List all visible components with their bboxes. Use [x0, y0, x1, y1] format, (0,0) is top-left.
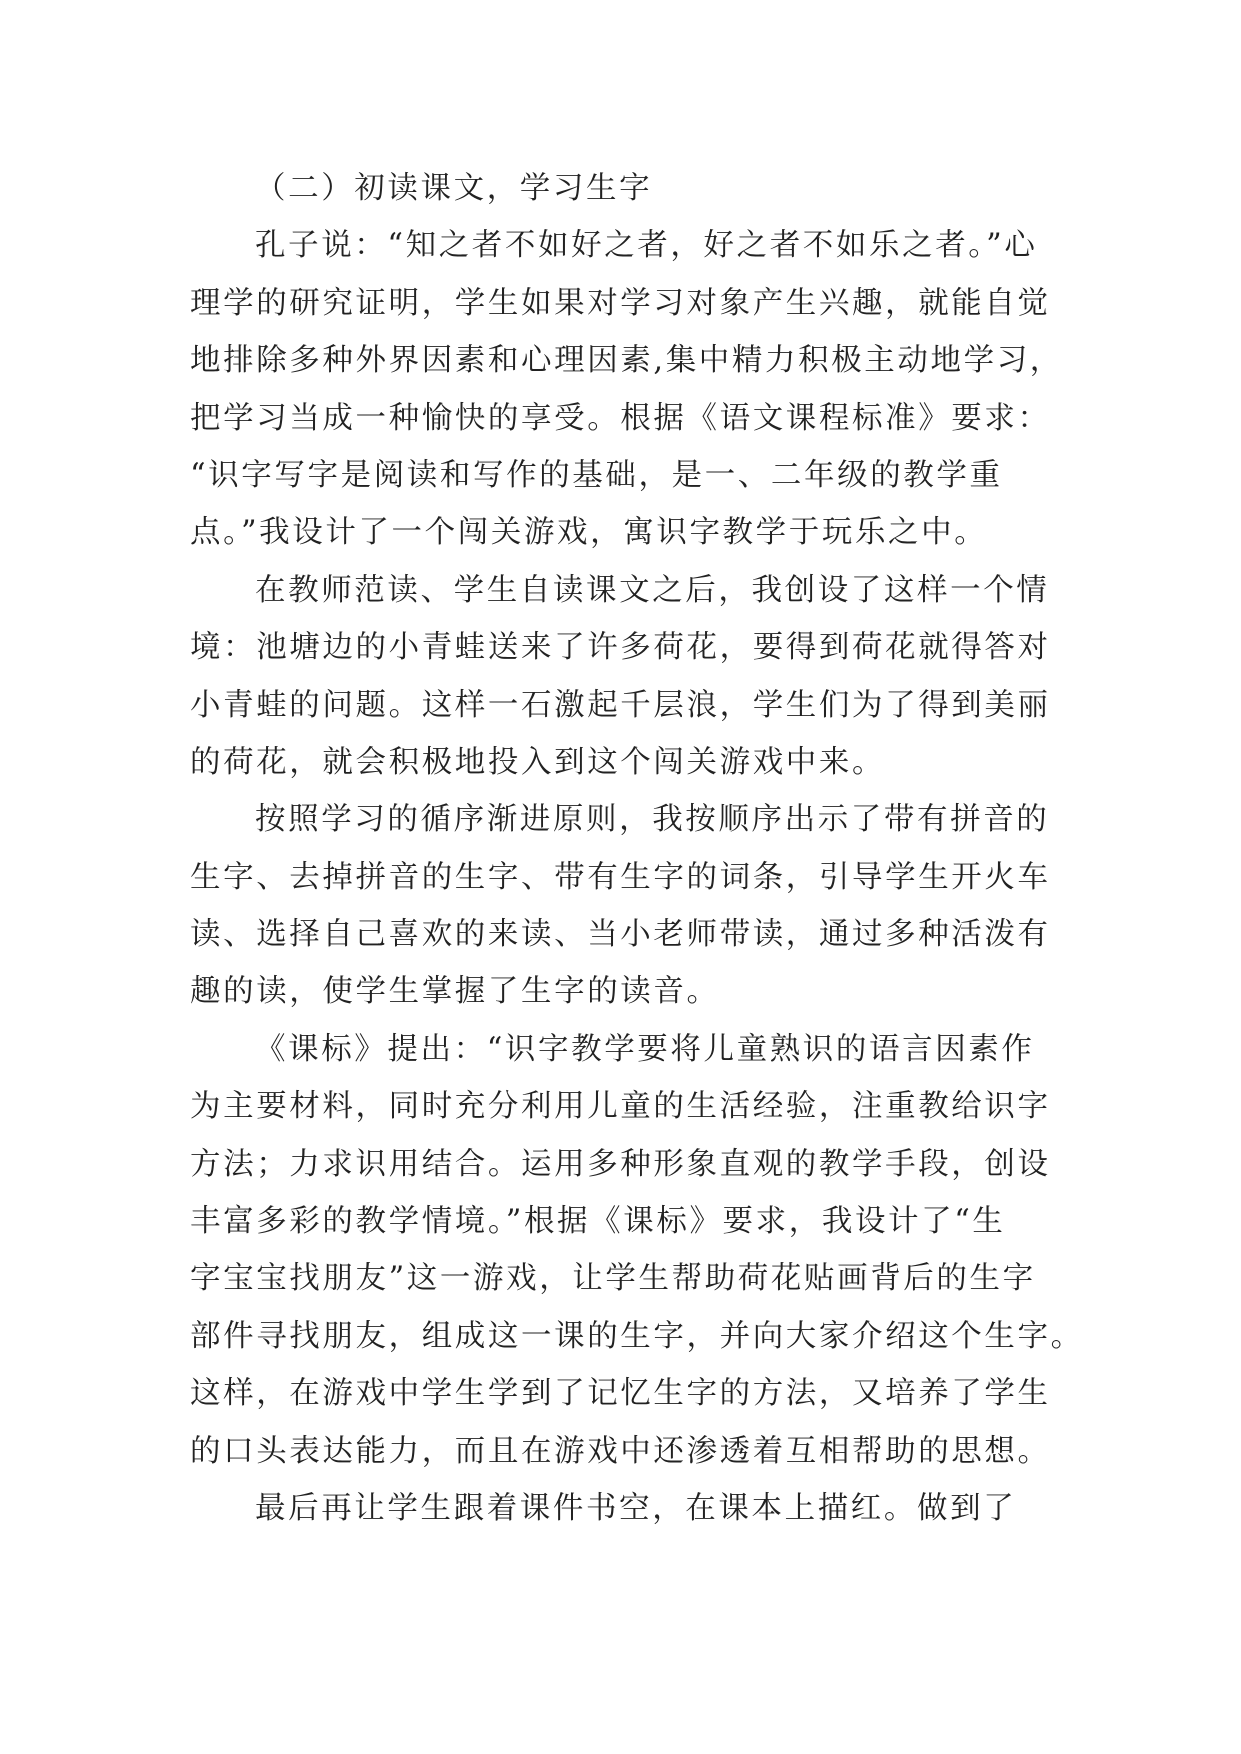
paragraph-line: 趣的读，使学生掌握了生字的读音。: [190, 974, 720, 1010]
paragraph-line: 方法；力求识用结合。运用多种形象直观的教学手段，创设: [190, 1146, 1051, 1182]
paragraph-line: 《课标》提出：“识字教学要将儿童熟识的语言因素作: [255, 1031, 1035, 1067]
paragraph-line: 点。”我设计了一个闯关游戏，寓识字教学于玩乐之中。: [190, 515, 988, 551]
paragraph-tracing: [190, 1480, 1070, 1537]
paragraph-line: 在教师范读、学生自读课文之后，我创设了这样一个情: [255, 572, 1050, 608]
section-heading: （二）初读课文，学习生字: [255, 171, 653, 206]
paragraph-line: 的荷花，就会积极地投入到这个闯关游戏中来。: [190, 744, 886, 780]
paragraph-line: 这样，在游戏中学生学到了记忆生字的方法，又培养了学生: [190, 1376, 1051, 1412]
paragraph-line: 孔子说：“知之者不如好之者，好之者不如乐之者。”心: [255, 228, 1038, 264]
paragraph-line: 小青蛙的问题。这样一石激起千层浪，学生们为了得到美丽: [190, 687, 1051, 723]
paragraph-scenario: [190, 562, 1070, 792]
paragraph-line: “识字写字是阅读和写作的基础，是一、二年级的教学重: [190, 457, 1003, 493]
paragraph-line: 生字、去掉拼音的生字、带有生字的词条，引导学生开火车: [190, 859, 1051, 895]
paragraph-line: 的口头表达能力，而且在游戏中还渗透着互相帮助的思想。: [190, 1433, 1051, 1469]
paragraph-line: 为主要材料，同时充分利用儿童的生活经验，注重教给识字: [190, 1089, 1051, 1125]
paragraph-confucius: [190, 217, 1070, 561]
document-body: [190, 160, 1084, 1537]
paragraph-line: 部件寻找朋友，组成这一课的生字，并向大家介绍这个生字。: [190, 1318, 1084, 1354]
paragraph-curriculum: [190, 1021, 1084, 1480]
paragraph-line: 字宝宝找朋友”这一游戏，让学生帮助荷花贴画背后的生字: [190, 1261, 1036, 1297]
paragraph-line: 境：池塘边的小青蛙送来了许多荷花，要得到荷花就得答对: [190, 630, 1051, 666]
paragraph-line: 把学习当成一种愉快的享受。根据《语文课程标准》要求：: [190, 400, 1051, 436]
paragraph-line: 丰富多彩的教学情境。”根据《课标》要求，我设计了“生: [190, 1204, 1006, 1240]
paragraph-line: 按照学习的循序渐进原则，我按顺序出示了带有拼音的: [255, 802, 1050, 838]
paragraph-sequence: [190, 791, 1070, 1021]
paragraph-line: 读、选择自己喜欢的来读、当小老师带读，通过多种活泼有: [190, 917, 1051, 953]
paragraph-line: 最后再让学生跟着课件书空，在课本上描红。做到了: [255, 1490, 1017, 1526]
paragraph-line: 地排除多种外界因素和心理因素,集中精力积极主动地学习，: [190, 343, 1063, 379]
paragraph-line: 理学的研究证明，学生如果对学习对象产生兴趣，就能自觉: [190, 285, 1051, 321]
